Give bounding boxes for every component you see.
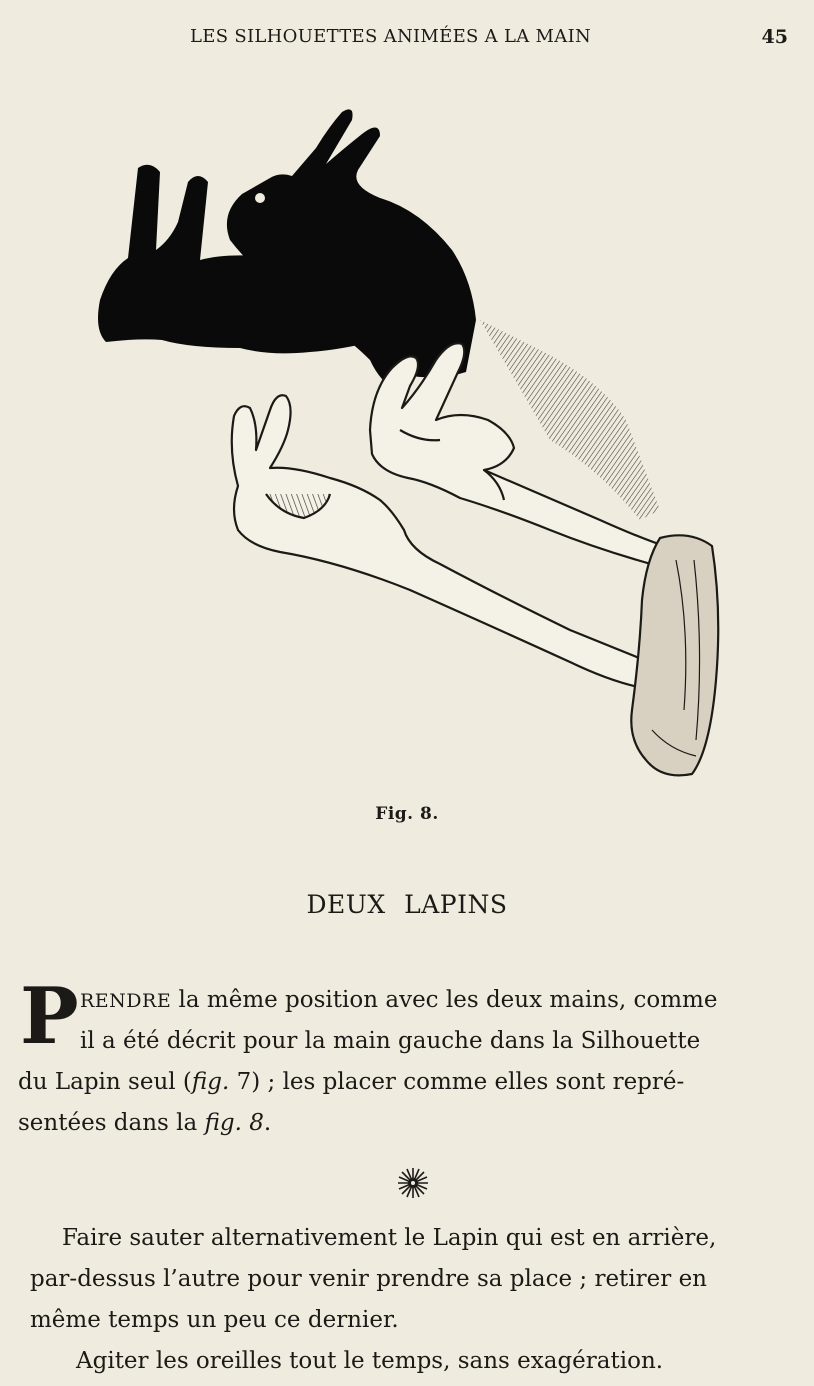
paragraph-3-line-1: Agiter les oreilles tout le temps, sans exagération. bbox=[76, 1348, 664, 1374]
line-4-text-b: . bbox=[263, 1110, 272, 1136]
running-header bbox=[0, 26, 814, 50]
paragraph-1-line-4 bbox=[18, 1103, 271, 1144]
paragraph-2-line-2: par-dessus l’autre pour venir prendre sa place ; retirer en bbox=[30, 1266, 707, 1292]
running-title: LES SILHOUETTES ANIMÉES A LA MAIN bbox=[190, 26, 592, 47]
line-1-text: la même position avec les deux mains, comme bbox=[171, 987, 718, 1013]
smallcaps-word: RENDRE bbox=[80, 990, 172, 1012]
sunburst-ornament-icon bbox=[396, 1166, 430, 1200]
paragraph-2-line-3: même temps un peu ce dernier. bbox=[30, 1307, 399, 1333]
paragraph-1-line-2: il a été décrit pour la main gauche dans la Silhouette bbox=[80, 1028, 701, 1054]
sleeve-cuff bbox=[631, 535, 718, 775]
drop-cap: P bbox=[20, 971, 79, 1062]
line-4-text-a: sentées dans la bbox=[18, 1110, 205, 1136]
hands-drawing bbox=[232, 343, 719, 775]
fig-ref-8: fig. 8 bbox=[204, 1110, 264, 1136]
figure-caption: Fig. 8. bbox=[375, 804, 439, 824]
line-3-text-b: 7) ; les placer comme elles sont repré- bbox=[229, 1069, 685, 1095]
paragraph-1-line-1 bbox=[80, 980, 717, 1022]
section-heading: DEUX LAPINS bbox=[306, 890, 508, 919]
fig-ref: fig. bbox=[191, 1069, 230, 1095]
page-number: 45 bbox=[761, 26, 788, 48]
hand-shadow-illustration bbox=[80, 90, 760, 790]
line-3-text-a: du Lapin seul ( bbox=[18, 1069, 192, 1095]
paragraph-1-line-3 bbox=[18, 1062, 684, 1103]
paragraph-2-line-1: Faire sauter alternativement le Lapin qui est en arrière, bbox=[62, 1225, 717, 1251]
